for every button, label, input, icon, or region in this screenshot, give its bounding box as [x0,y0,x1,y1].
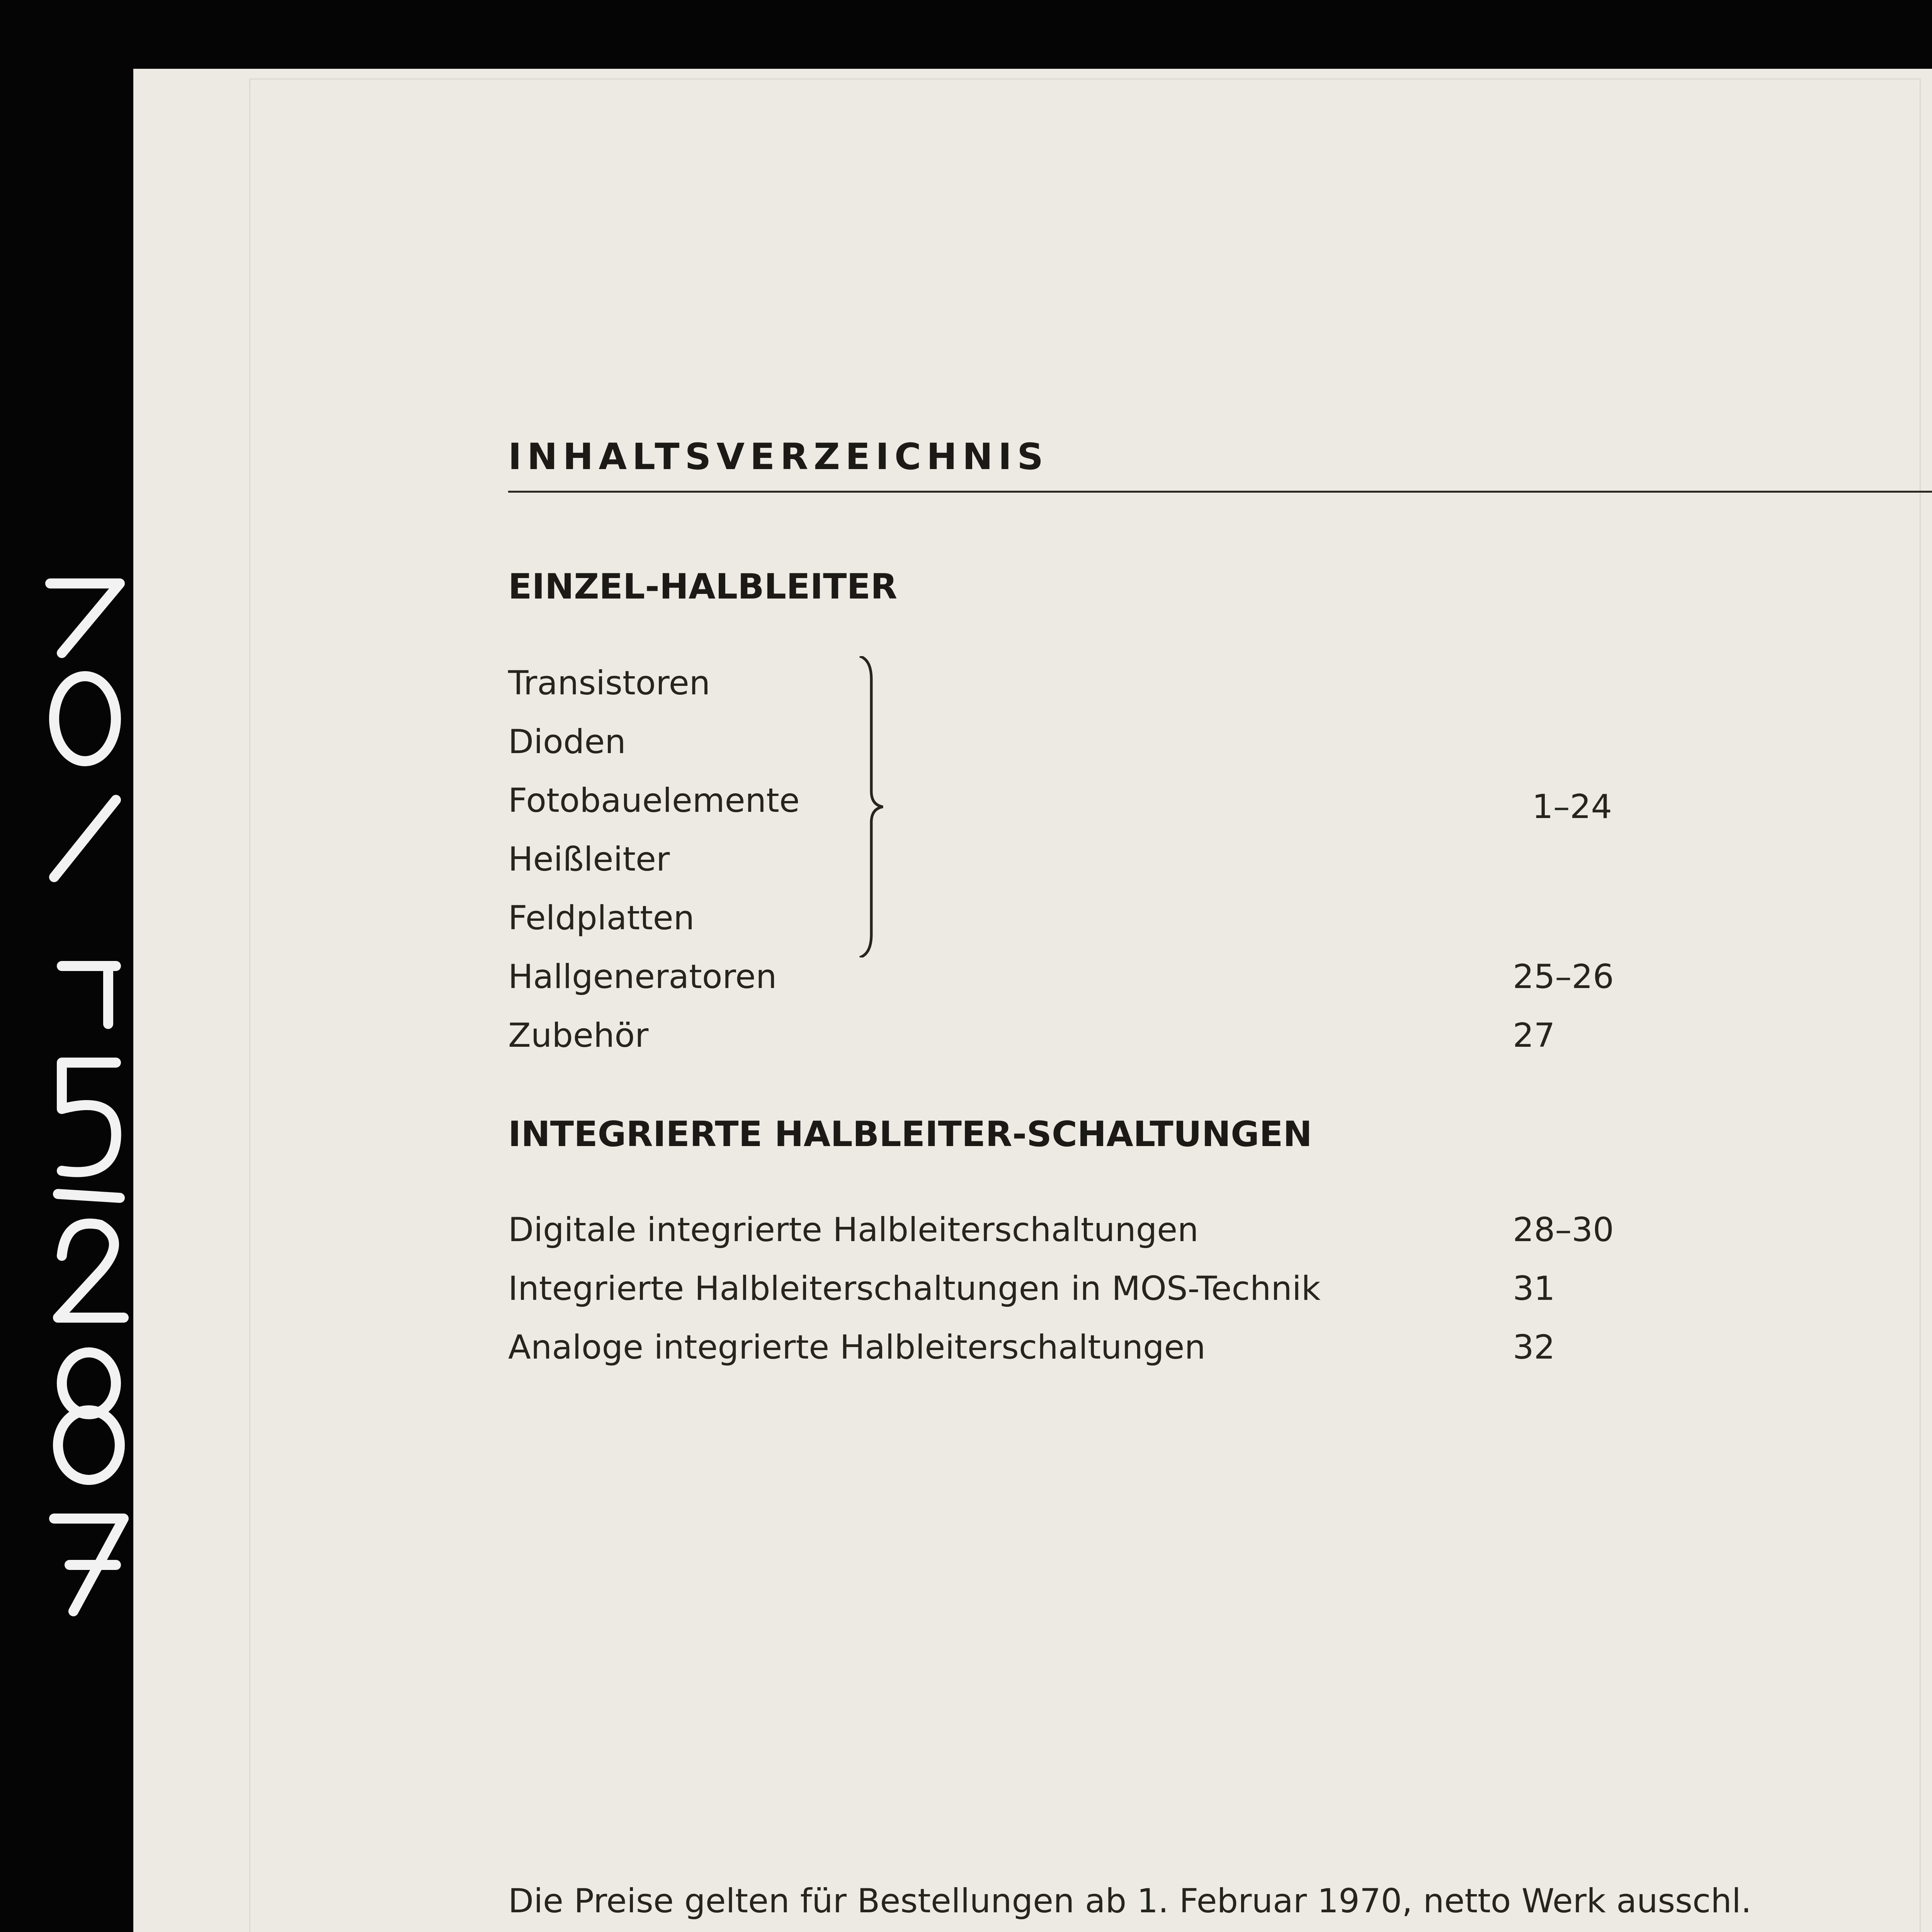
toc-item-transistoren [508,664,1932,722]
section-heading-integrierte: INTEGRIERTE HALBLEITER-SCHALTUNGEN [508,1114,1312,1155]
page-sheet [133,69,1932,1932]
prices-note [508,1871,1932,1932]
toc-item-label: Heißleiter [508,840,670,879]
toc-item-feldplatten [508,899,1932,957]
toc-item-label: Analoge integrierte Halbleiterschaltungen [508,1328,1206,1367]
toc-item-pages: 32 [1513,1328,1555,1367]
toc-item-pages: 28–30 [1513,1211,1614,1249]
prices-line: Die Preise gelten für Bestellungen ab 1. Februar 1970, netto Werk ausschl. [508,1882,1752,1920]
handwritten-number-graphic [39,560,131,1719]
toc-item-label: Fotobauelemente [508,781,800,820]
toc-item-pages: 27 [1513,1016,1555,1055]
toc-item-label: Hallgeneratoren [508,957,777,996]
toc-item-label: Digitale integrierte Halbleiterschaltungen [508,1211,1199,1249]
toc-item-label: Zubehör [508,1016,649,1055]
group-page-range: 1–24 [1532,787,1612,826]
group-brace [856,656,887,957]
toc-item-label: Feldplatten [508,899,695,937]
toc-item-pages: 25–26 [1513,957,1614,996]
toc-item-heissleiter [508,840,1932,898]
handwritten-edge-number [39,560,131,1719]
toc-title: INHALTSVERZEICHNIS [508,436,1049,478]
section-heading-einzel: EINZEL-HALBLEITER [508,566,898,607]
toc-item-analoge [508,1328,1932,1386]
toc-item-fotobauelemente [508,781,1932,839]
toc-item-pages: 31 [1513,1269,1555,1308]
toc-item-mos [508,1269,1932,1327]
toc-item-hallgeneratoren [508,957,1932,1015]
toc-item-label: Dioden [508,723,626,761]
toc-item-dioden [508,723,1932,781]
toc-item-label: Transistoren [508,664,711,702]
toc-item-zubehoer [508,1016,1932,1074]
toc-item-digitale [508,1211,1932,1269]
top-rule [508,491,1932,493]
toc-item-label: Integrierte Halbleiterschaltungen in MOS-Technik [508,1269,1321,1308]
